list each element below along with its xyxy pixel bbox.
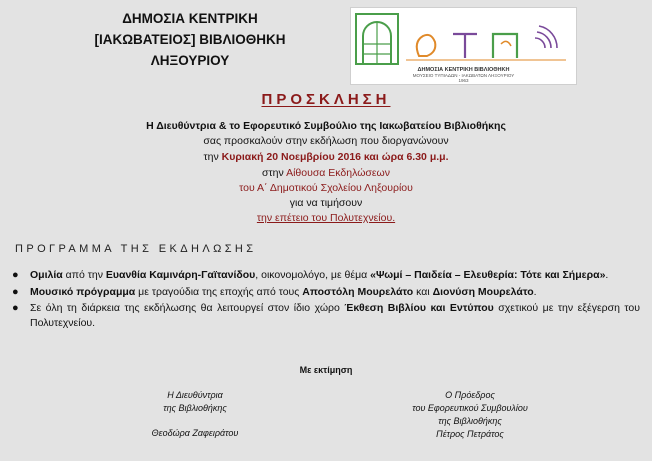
program-item-part: , οικονομολόγο, με θέμα xyxy=(255,269,371,281)
library-name-line3: ΛΗΞΟΥΡΙΟΥ xyxy=(150,53,230,68)
invitation-line1: Η Διευθύντρια & το Εφορευτικό Συμβούλιο της Ιακωβατείου Βιβλιοθήκης xyxy=(146,120,506,132)
document-title xyxy=(0,91,652,108)
document-title-text: ΠΡΟΣΚΛΗΣΗ xyxy=(261,91,391,108)
library-name-line2: [ΙΑΚΩΒΑΤΕΙΟΣ] ΒΙΒΛΙΟΘΗΚΗ xyxy=(94,32,286,47)
program-item-text xyxy=(30,268,640,283)
library-logo-graphic xyxy=(351,8,576,68)
library-name-line1: ΔΗΜΟΣΙΑ ΚΕΝΤΡΙΚΗ xyxy=(122,11,258,26)
invitation-line3 xyxy=(0,150,652,164)
invitation-school: του Α΄ Δημοτικού Σχολείου Ληξουρίου xyxy=(239,182,413,194)
program-item-text xyxy=(30,301,640,330)
logo-year: 1963 xyxy=(458,78,469,83)
signature-director-org: της Βιβλιοθήκης xyxy=(163,403,227,413)
library-name-block xyxy=(85,8,295,71)
invitation-line2: σας προσκαλούν στην εκδήλωση που διοργανώνουν xyxy=(203,135,449,147)
signature-president-name: Πέτρος Πετράτος xyxy=(436,429,504,439)
program-item-topic: «Ψωμί – Παιδεία – Ελευθερία: Τότε και Σήμερα» xyxy=(370,269,606,281)
program-item-part: . xyxy=(533,285,537,298)
signature-director-name: Θεοδώρα Ζαφειράτου xyxy=(151,428,239,438)
program-item-performer: Διονύση Μουρελάτο xyxy=(432,285,534,298)
program-item-lead: Ομιλία xyxy=(30,269,63,281)
event-venue: Αίθουσα Εκδηλώσεων xyxy=(286,167,390,179)
signature-director xyxy=(120,389,270,440)
library-logo xyxy=(350,7,577,85)
program-item-part: και xyxy=(413,285,433,298)
program-item xyxy=(12,301,640,330)
event-date-time: Κυριακή 20 Νοεμβρίου 2016 και ώρα 6.30 μ.μ. xyxy=(221,151,449,163)
program-item-part: Σε όλη τη διάρκεια της εκδήλωσης θα λειτουργεί στον ίδιο χώρο xyxy=(30,302,345,314)
signature-director-title: Η Διευθύντρια xyxy=(167,390,223,400)
program-item-text xyxy=(30,285,640,300)
invitation-line4 xyxy=(0,166,652,180)
logo-subcaption: ΜΟΥΣΕΙΟ ΤΥΠΙΑΔΩΝ - ΙΑΚΩΒΑΤΩΝ ΛΗΞΟΥΡΙΟΥ xyxy=(412,73,515,78)
invitation-line6: για να τιμήσουν xyxy=(289,197,363,209)
signature-president-title: Ο Πρόεδρος xyxy=(445,390,495,400)
program-item-lead: Μουσικό πρόγραμμα xyxy=(30,285,136,298)
program-item xyxy=(12,285,640,300)
signature-president xyxy=(385,389,555,441)
program-item-part: από την xyxy=(62,269,106,281)
closing-regards: Με εκτίμηση xyxy=(299,365,353,375)
bullet-icon: ● xyxy=(12,269,19,281)
program-item-part: σχετικού με την εξέγερση του Πολυτεχνείου. xyxy=(30,302,641,329)
invitation-date-prefix: την xyxy=(203,151,222,163)
program-item-part: με τραγούδια της εποχής από τους xyxy=(135,285,303,298)
logo-caption: ΔΗΜΟΣΙΑ ΚΕΝΤΡΙΚΗ ΒΙΒΛΙΟΘΗΚΗ xyxy=(417,67,510,73)
signature-president-org: του Εφορευτικού Συμβουλίου xyxy=(412,403,528,413)
program-list xyxy=(12,268,640,332)
program-item-speaker: Ευανθία Καμινάρη-Γαϊτανίδου xyxy=(105,269,256,281)
program-item-part: . xyxy=(605,269,609,281)
program-item xyxy=(12,268,640,283)
bullet-icon: ● xyxy=(12,285,19,298)
program-item-performer: Αποστόλη Μουρελάτο xyxy=(302,285,414,298)
program-item-exhibit: Έκθεση Βιβλίου και Εντύπου xyxy=(344,302,494,314)
invitation-venue-prefix: στην xyxy=(262,167,287,179)
invitation-occasion: την επέτειο του Πολυτεχνείου. xyxy=(256,212,396,224)
signature-president-org2: της Βιβλιοθήκης xyxy=(438,416,502,426)
program-heading: ΠΡΟΓΡΑΜΜΑ ΤΗΣ ΕΚΔΗΛΩΣΗΣ xyxy=(15,243,257,255)
bullet-icon: ● xyxy=(12,302,19,314)
